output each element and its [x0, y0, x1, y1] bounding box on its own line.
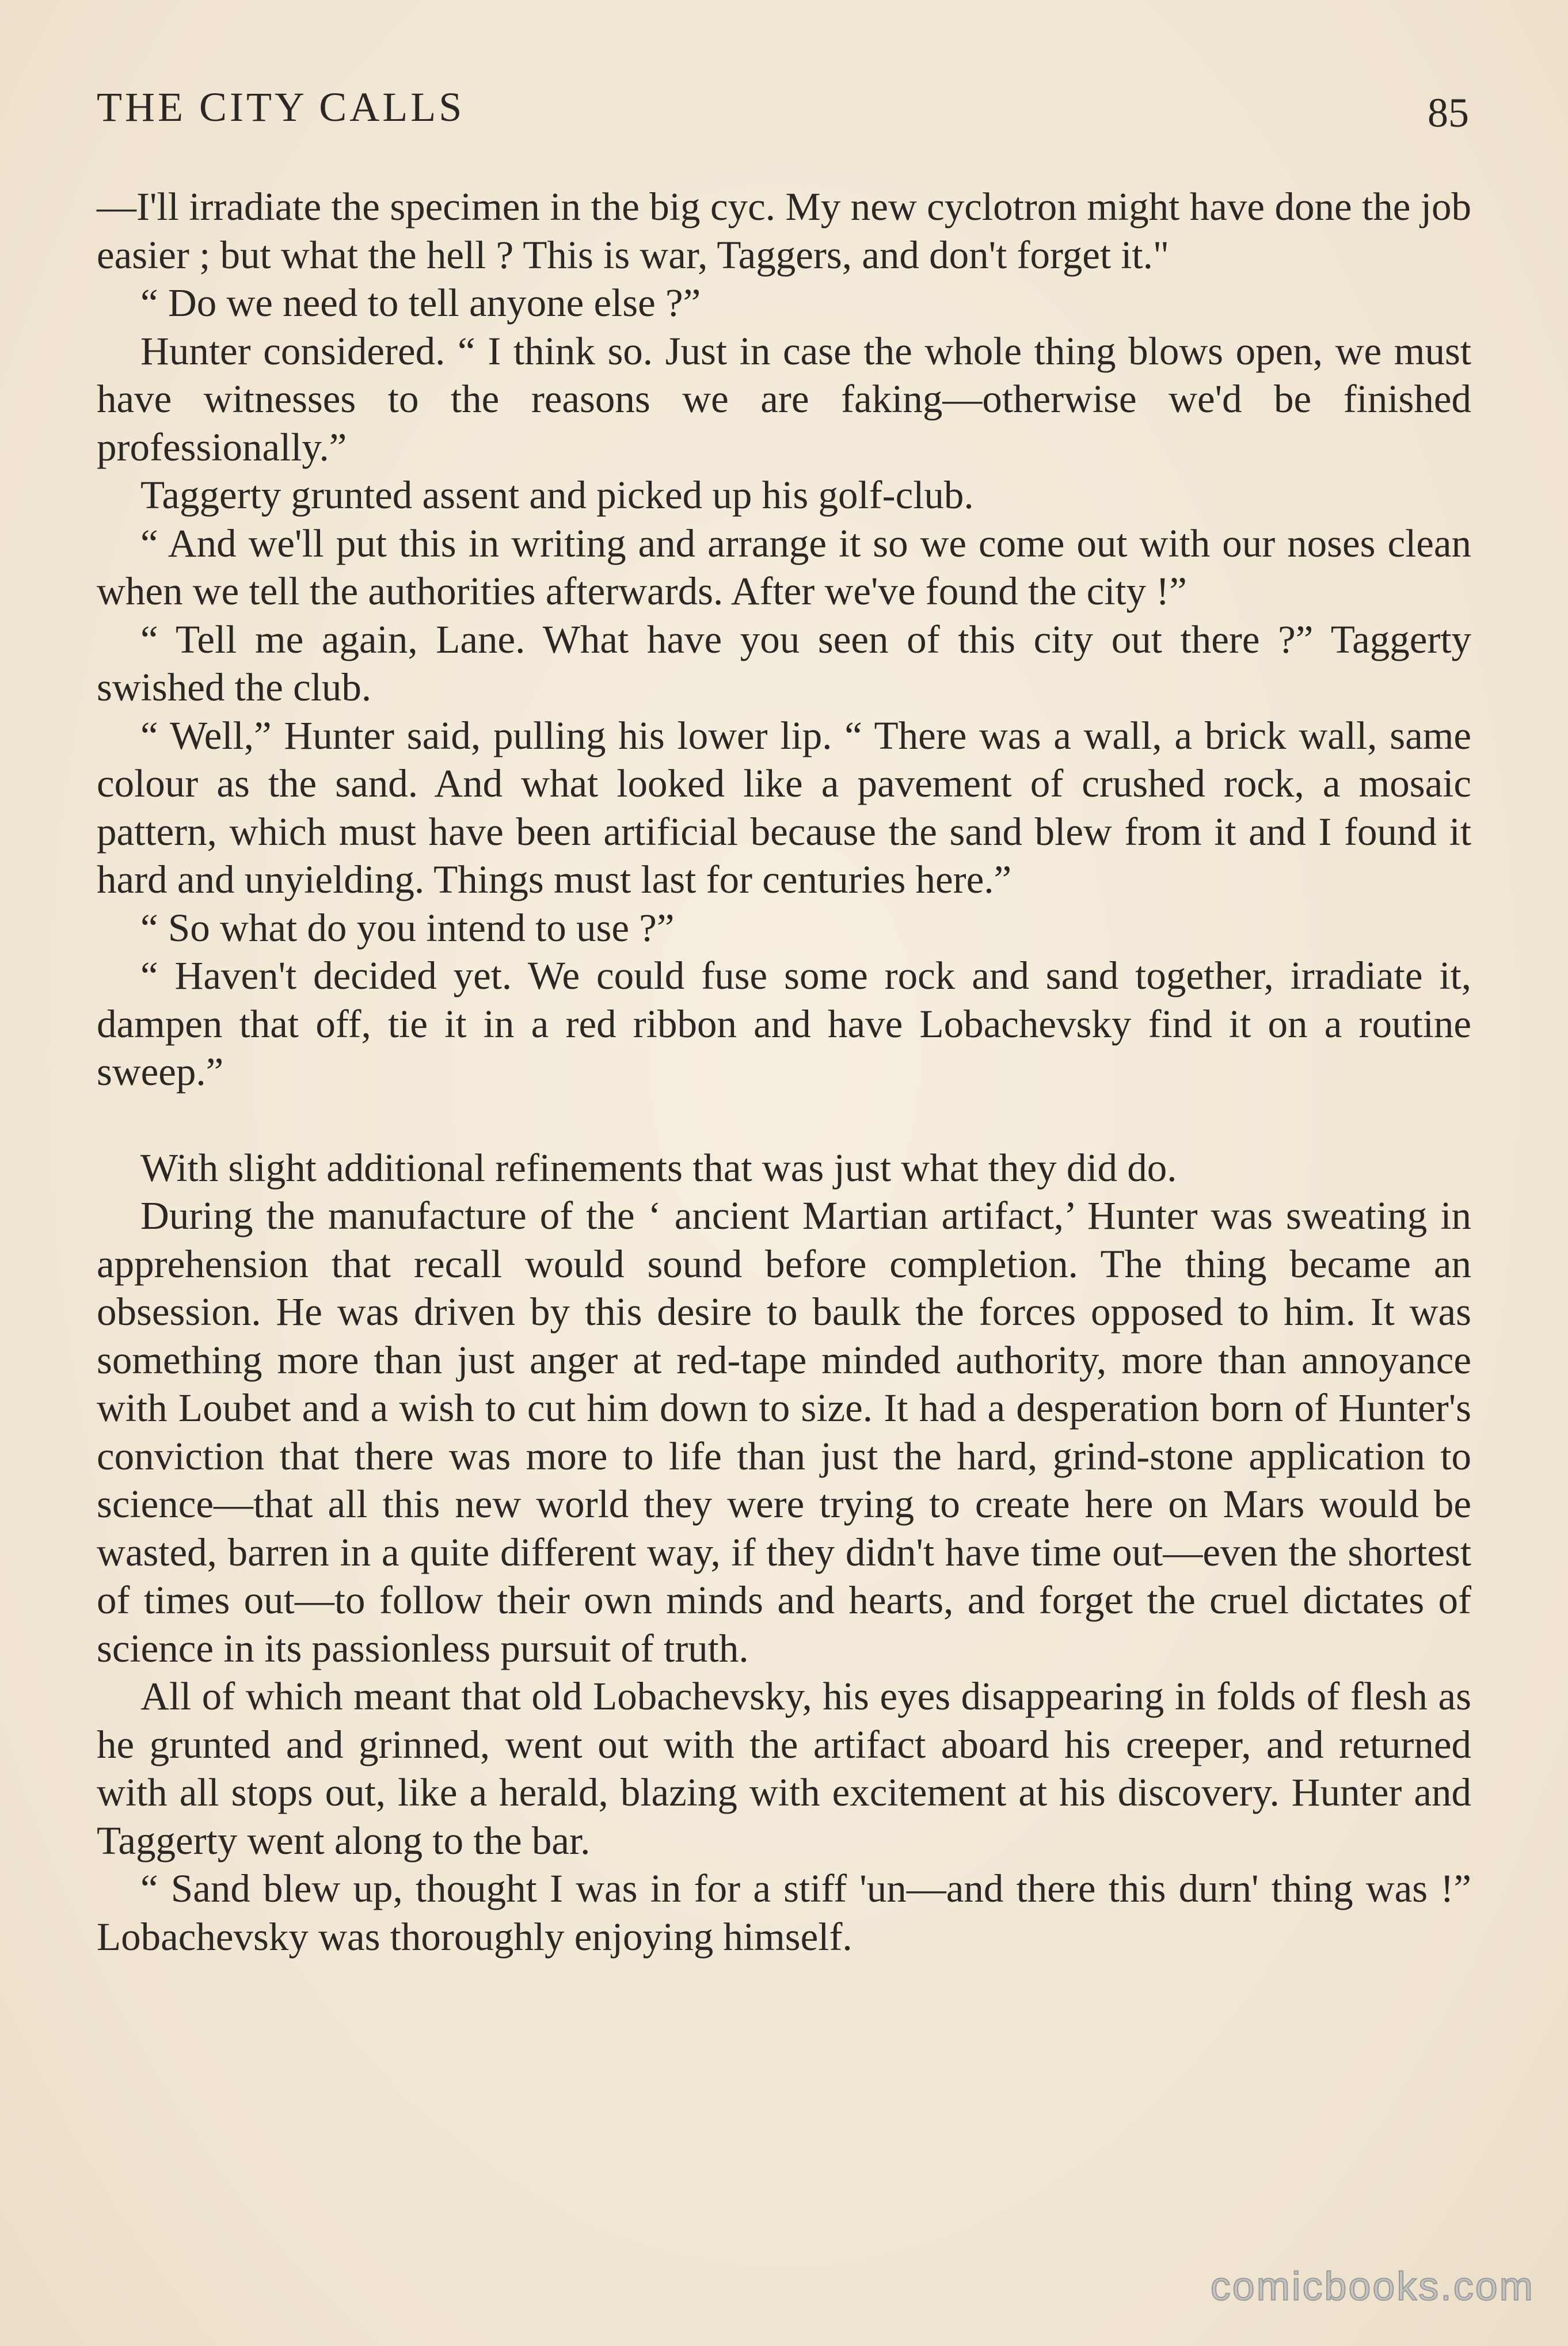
paragraph: “ Do we need to tell anyone else ?”	[140, 281, 701, 325]
paragraph: During the manufacture of the ‘ ancient Martian artifact,’ Hunter was sweating in apprehension that recall would sound before completion. The thing became an obsession. He was driven by this desire to baulk the forces opposed to him. It was something more than just anger at red-tape minded authority, more than annoyance with Loubet and a wish to cut him down to size. It had a desperation born of Hunter's conviction that there was more to life than just the hard, grind-stone application to science—that all this new world they were trying to create here on Mars would be wasted, barren in a quite different way, if they didn't have time out—even the shortest of times out—to follow their own minds and hearts, and forget the cruel dictates of science in its passionless pursuit of truth.	[97, 1194, 1471, 1670]
paragraph: Hunter considered. “ I think so. Just in case the whole thing blows open, we must have witnesses to the reasons we are faking—otherwise we'd be finished professionally.”	[97, 329, 1471, 469]
watermark: comicbooks.com	[1210, 2264, 1535, 2309]
paragraph: All of which meant that old Lobachevsky, his eyes disappearing in folds of flesh as he grunted and grinned, went out with the artifact aboard his creeper, and returned with all stops out, like a herald, blazing with excitement at his discovery. Hunter and Taggerty went along to the bar.	[97, 1674, 1471, 1863]
paragraph: “ Well,” Hunter said, pulling his lower lip. “ There was a wall, a brick wall, same colour as the sand. And what looked like a pavement of crushed rock, a mosaic pattern, which must have been artificial because the sand blew from it and I found it hard and unyielding. Things must last for centuries here.”	[97, 713, 1471, 901]
running-title: THE CITY CALLS	[97, 84, 465, 130]
paragraph: “ So what do you intend to use ?”	[140, 905, 675, 950]
paragraph: With slight additional refinements that was just what they did do.	[140, 1145, 1177, 1190]
section-break	[97, 1096, 1471, 1144]
page-number: 85	[1428, 90, 1469, 136]
paragraph: “ And we'll put this in writing and arrange it so we come out with our noses clean when we tell the authorities afterwards. After we've found the city !”	[97, 521, 1471, 613]
paragraph: “ Haven't decided yet. We could fuse some rock and sand together, irradiate it, dampen that off, tie it in a red ribbon and have Lobachevsky find it on a routine sweep.”	[97, 954, 1471, 1094]
paragraph: Taggerty grunted assent and picked up his golf-club.	[140, 473, 974, 517]
paragraph: “ Tell me again, Lane. What have you seen of this city out there ?” Taggerty swished the club.	[97, 617, 1471, 709]
paragraph: “ Sand blew up, thought I was in for a stiff 'un—and there this durn' thing was !” Lobachevsky was thoroughly enjoying himself.	[97, 1867, 1471, 1959]
body-text	[97, 183, 1471, 1961]
paragraph: —I'll irradiate the specimen in the big cyc. My new cyclotron might have done the job easier ; but what the hell ? This is war, Taggers, and don't forget it."	[97, 185, 1471, 277]
